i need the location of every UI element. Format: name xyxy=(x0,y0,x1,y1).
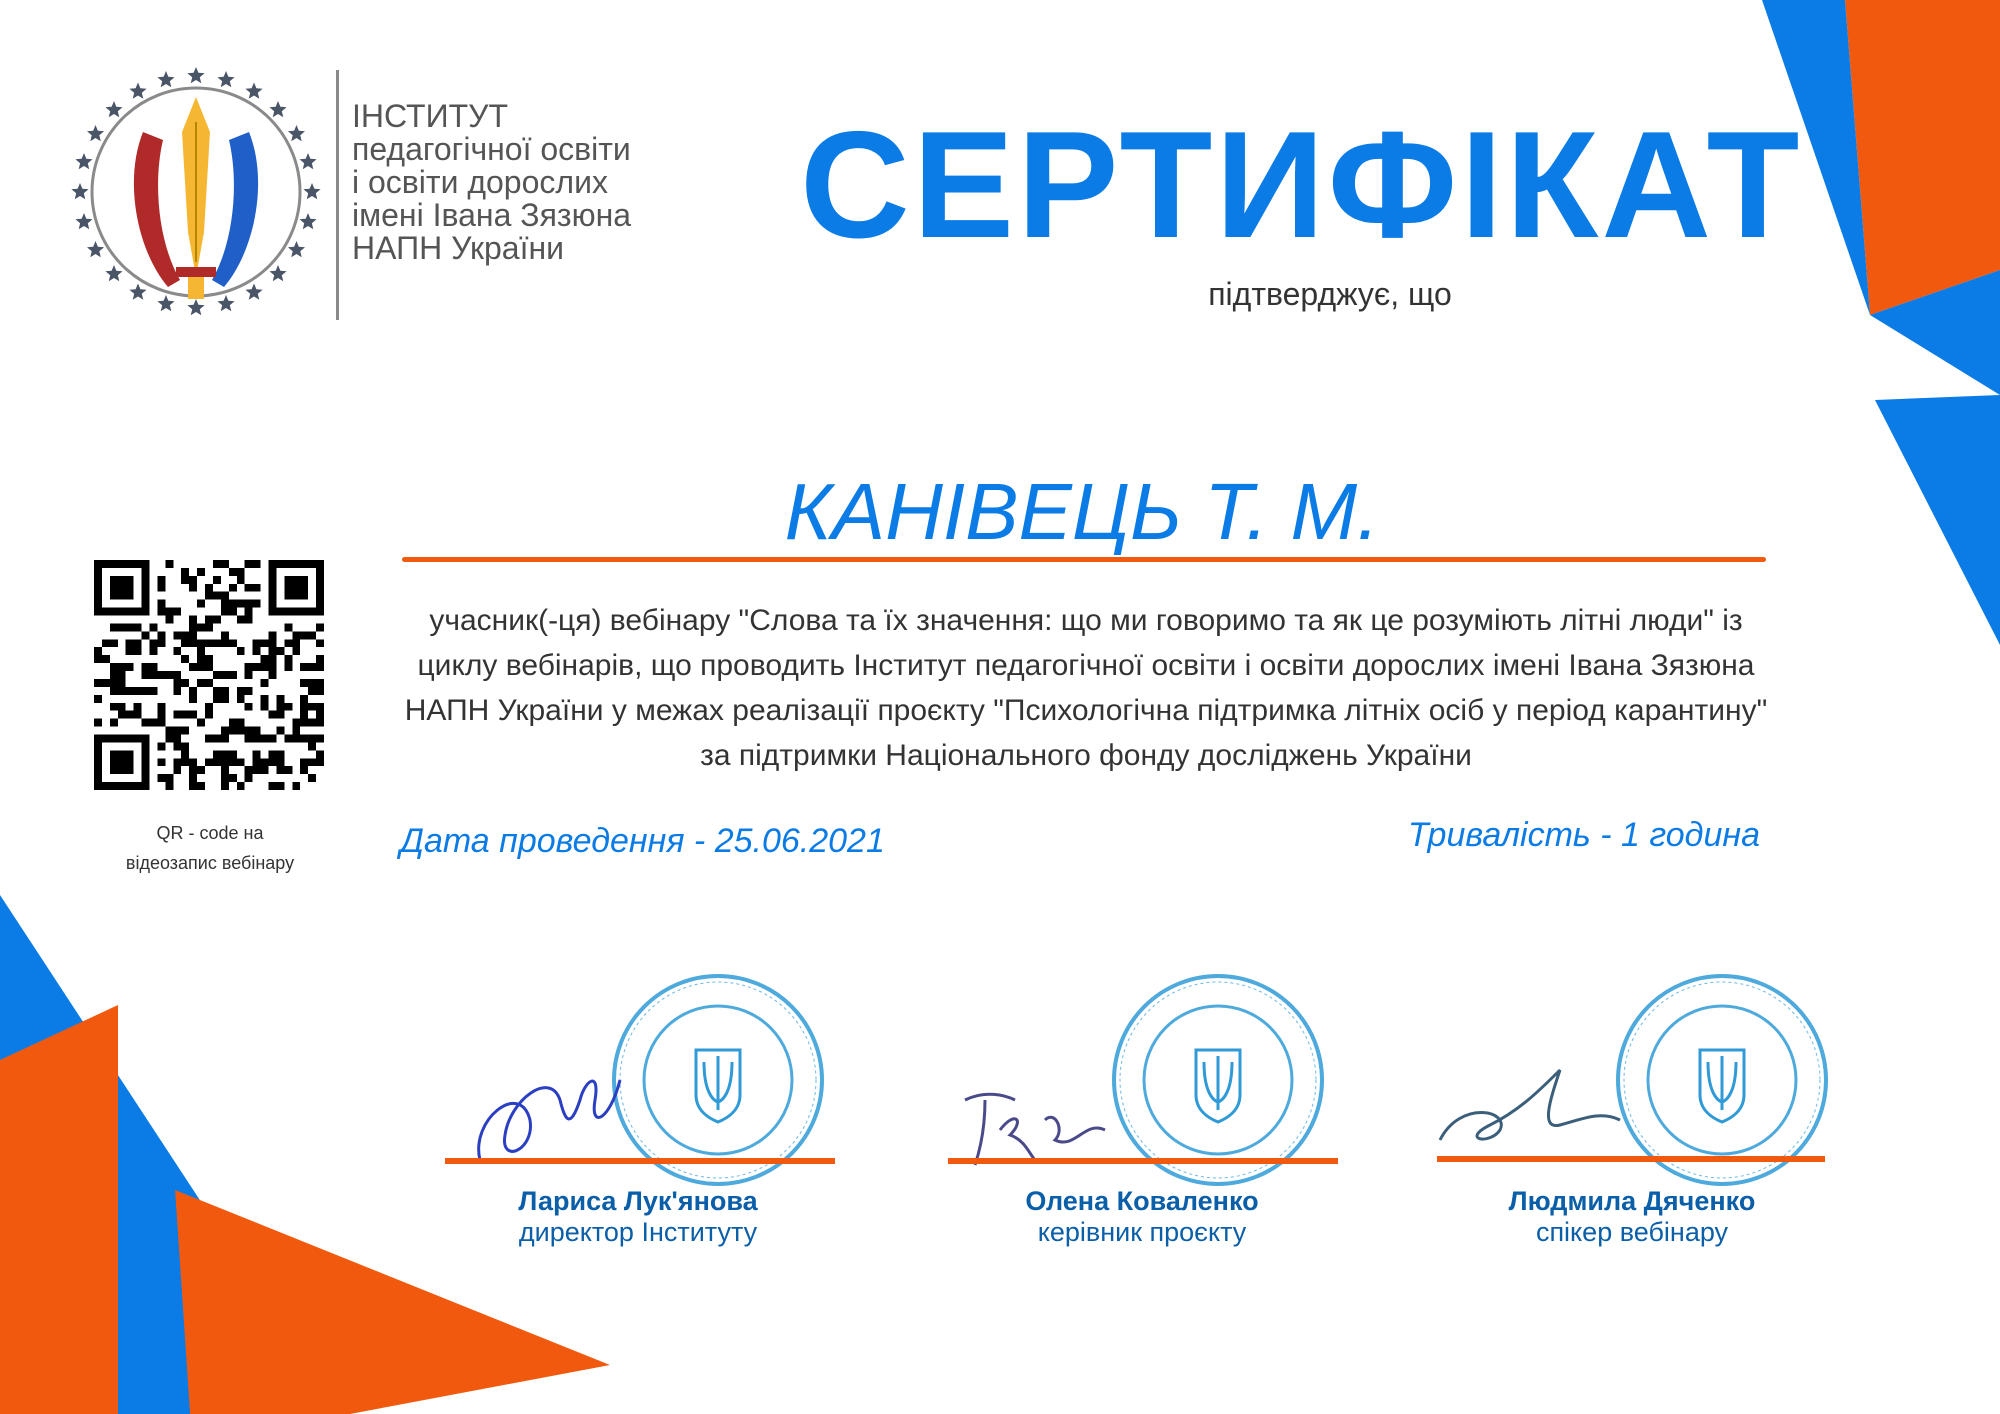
star-icon xyxy=(157,71,174,87)
certificate-subtitle: підтверджує, що xyxy=(1208,276,1452,312)
star-icon xyxy=(245,83,262,99)
star-icon xyxy=(300,213,317,229)
signature-line xyxy=(445,1158,835,1164)
institute-line: НАПН України xyxy=(352,230,565,266)
institute-line: і освіти дорослих xyxy=(352,164,608,200)
logo-divider xyxy=(336,70,339,320)
recipient-underline xyxy=(402,557,1766,562)
signature-icon xyxy=(1430,1030,1630,1170)
star-icon xyxy=(288,125,305,141)
star-icon xyxy=(300,153,317,169)
institute-line: імені Івана Зязюна xyxy=(352,197,632,233)
star-icon xyxy=(71,183,88,199)
institute-name xyxy=(352,100,712,265)
institute-line: педагогічної освіти xyxy=(352,131,631,167)
star-icon xyxy=(303,183,320,199)
signer-role: спікер вебінару xyxy=(1535,1217,1729,1247)
pen-trident-emblem-icon xyxy=(68,62,328,332)
star-icon xyxy=(105,265,122,281)
signer-block xyxy=(428,1186,848,1248)
certificate-body: учасник(-ця) вебінару "Слова та їх значення: що ми говоримо та як це розуміють літні люди" із циклу вебінарів, що проводить Інститут педагогічної освіти і освіти дорослих імені Івана Зязюна НАПН України у межах реалізації проєкту "Психологічна підтримка літніх осіб у період карантину" за підтримки Національного фонду досліджень України xyxy=(404,604,1768,772)
star-icon xyxy=(105,101,122,117)
signer-role: керівник проєкту xyxy=(1037,1217,1247,1247)
star-icon xyxy=(157,295,174,311)
qr-caption-line: відеозапис вебінару xyxy=(125,853,295,873)
event-duration: Тривалість - 1 година xyxy=(1407,816,1760,854)
star-icon xyxy=(75,213,92,229)
signer-name: Лариса Лук'янова xyxy=(518,1186,758,1216)
star-icon xyxy=(245,284,262,300)
star-icon xyxy=(87,125,104,141)
signature-icon xyxy=(955,1060,1155,1200)
qr-caption xyxy=(100,818,320,878)
star-icon xyxy=(270,101,287,117)
star-icon xyxy=(129,284,146,300)
qr-code-icon xyxy=(94,560,324,790)
signer-name: Людмила Дяченко xyxy=(1508,1186,1756,1216)
star-icon xyxy=(75,153,92,169)
signature-line xyxy=(948,1158,1338,1164)
right-blue-triangle xyxy=(1875,395,2000,645)
star-icon xyxy=(218,295,235,311)
star-icon xyxy=(270,265,287,281)
star-icon xyxy=(218,71,235,87)
certificate-title: СЕРТИФІКАТ xyxy=(800,100,1803,270)
signer-block xyxy=(1422,1186,1842,1248)
star-icon xyxy=(187,299,204,315)
bottom-left-orange-triangle xyxy=(0,1005,118,1414)
top-right-orange-triangle xyxy=(1845,0,2000,315)
star-icon xyxy=(288,241,305,257)
qr-caption-line: QR - code на xyxy=(156,823,264,843)
institute-line: ІНСТИТУТ xyxy=(352,98,509,134)
signer-role: директор Інституту xyxy=(518,1217,758,1247)
event-date: Дата проведення - 25.06.2021 xyxy=(400,822,885,860)
signer-block xyxy=(932,1186,1352,1248)
recipient-name: КАНІВЕЦЬ Т. М. xyxy=(784,467,1380,556)
star-icon xyxy=(87,241,104,257)
signature-line xyxy=(1437,1156,1825,1162)
star-icon xyxy=(129,83,146,99)
signer-name: Олена Коваленко xyxy=(1025,1186,1259,1216)
star-icon xyxy=(187,67,204,83)
